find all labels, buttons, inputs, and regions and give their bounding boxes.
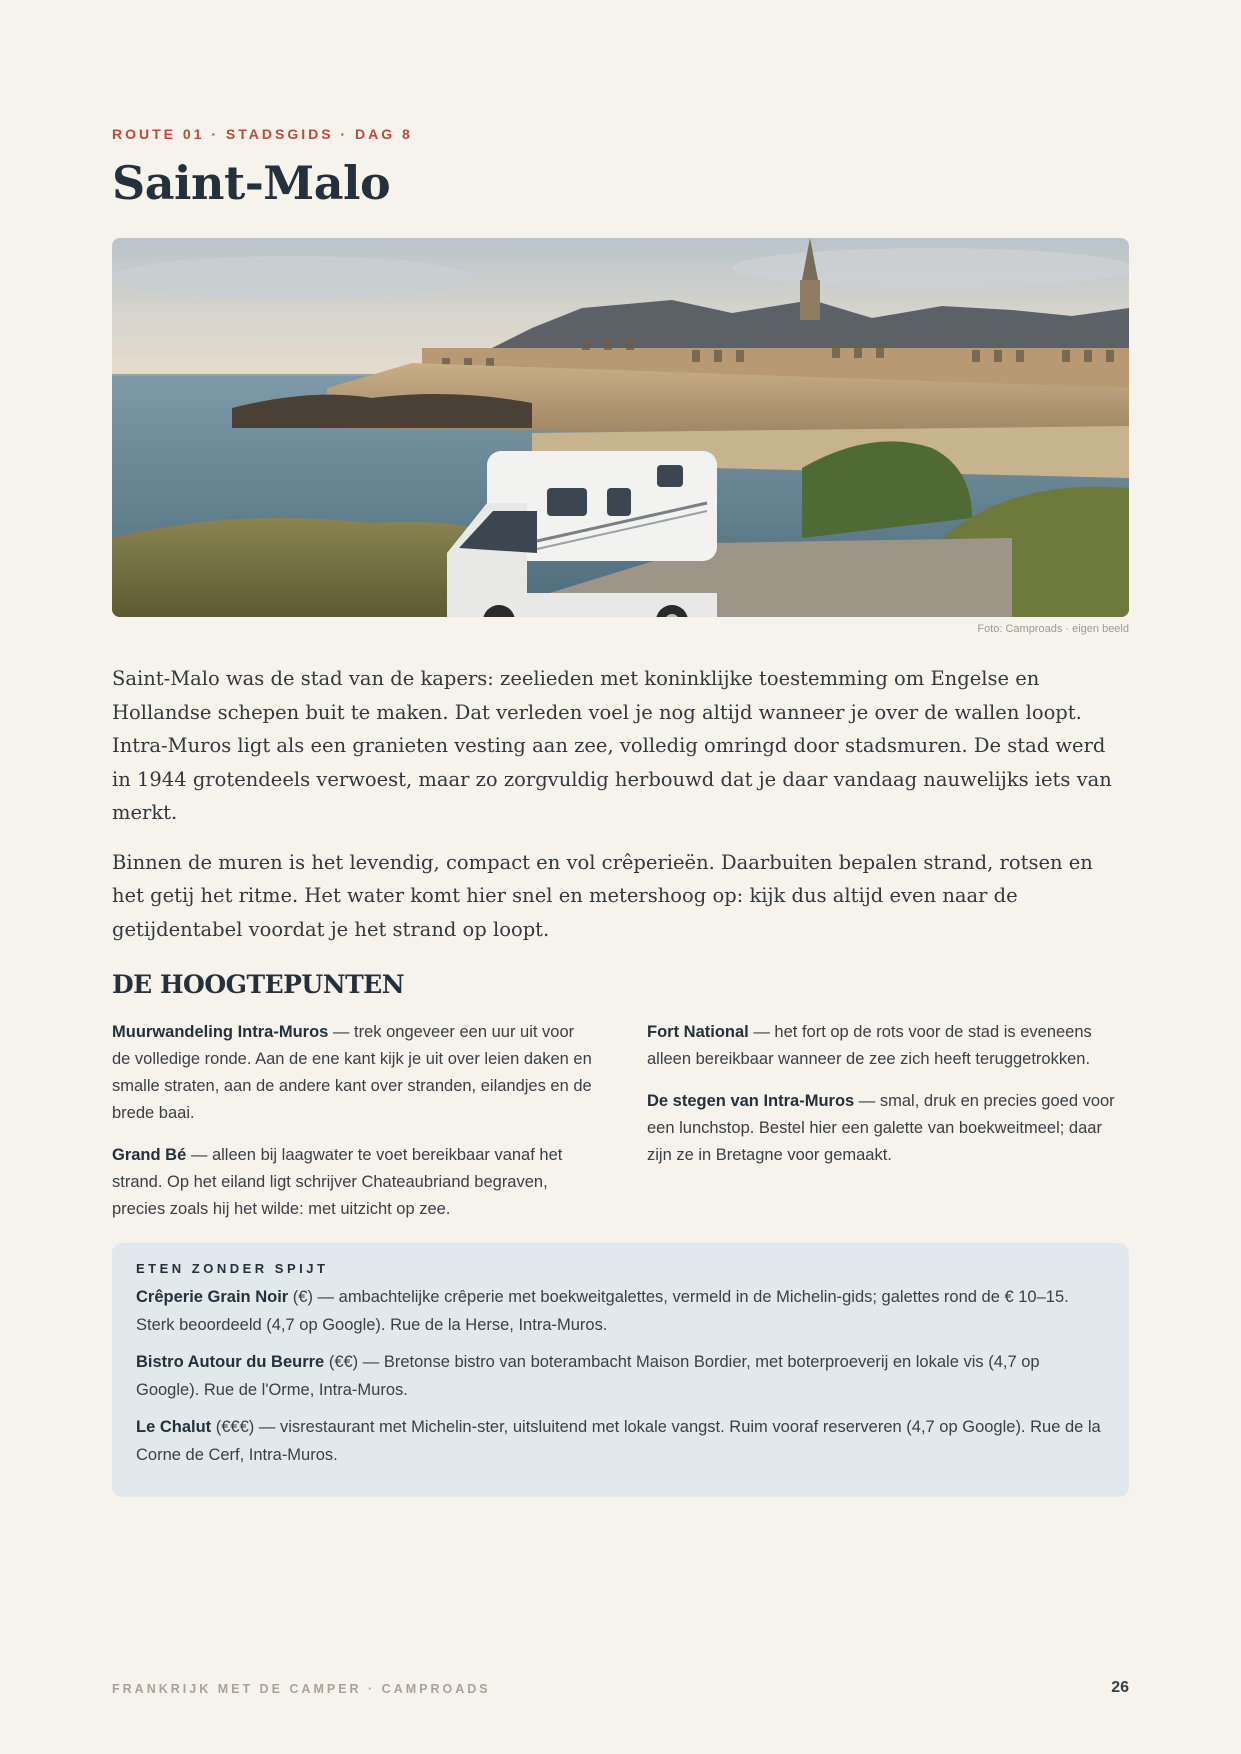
highlight-item [647, 1019, 1129, 1073]
restaurant-name: Le Chalut [136, 1418, 212, 1436]
restaurant-item [136, 1348, 1105, 1404]
restaurant-name: Crêperie Grain Noir [136, 1288, 289, 1306]
highlight-item [112, 1142, 594, 1223]
restaurant-item [136, 1413, 1105, 1469]
intro-paragraph-2: Binnen de muren is het levendig, compact en vol crêperieën. Daarbuiten bepalen strand, rotsen en het getij het ritme. Het water komt hier snel en metershoog op: kijk dus altijd even naar de getijdentabel voordat je het strand op loopt. [112, 850, 1093, 941]
highlights-left-column [112, 1019, 594, 1238]
restaurant-text: (€€€) — visrestaurant met Michelin-ster, uitsluitend met lokale vangst. Ruim vooraf reserveren (4,7 op Google). Rue de la Corne de Cerf, Intra-Muros. [136, 1418, 1101, 1464]
highlight-name: Muurwandeling Intra-Muros [112, 1023, 329, 1041]
highlight-item [647, 1088, 1129, 1169]
highlight-name: De stegen van Intra-Muros [647, 1092, 855, 1110]
restaurant-text: (€€) — Bretonse bistro van boterambacht Maison Bordier, met boterproeverij en lokale vis (4,7 op Google). Rue de l'Orme, Intra-Muros. [136, 1353, 1040, 1399]
highlight-text: — het fort op de rots voor de stad is eveneens alleen bereikbaar wanneer de zee zich heeft teruggetrokken. [647, 1023, 1092, 1068]
highlight-item [112, 1019, 594, 1127]
food-heading: ETEN ZONDER SPIJT [136, 1261, 329, 1276]
intro-paragraph-1: Saint-Malo was de stad van de kapers: zeelieden met koninklijke toestemming om Engelse en Hollandse schepen buit te maken. Dat verleden voel je nog altijd wanneer je over de wallen loopt. Intra-Muros ligt als een granieten vesting aan zee, volledig omringd door stadsmuren. De stad werd in 1944 grotendeels verwoest, maar zo zorgvuldig herbouwd dat je daar vandaag nauwelijks iets van merkt. [112, 667, 1112, 824]
page-title: Saint-Malo [112, 156, 391, 210]
highlight-text: — alleen bij laagwater te voet bereikbaar vanaf het strand. Op het eiland ligt schrijver Chateaubriand begraven, precies zoals hij het wilde: met uitzicht op zee. [112, 1146, 563, 1218]
photo-caption: Foto: Camproads · eigen beeld [977, 623, 1129, 635]
highlights-heading: DE HOOGTEPUNTEN [112, 970, 405, 999]
food-tips-box [112, 1243, 1129, 1497]
restaurant-item [136, 1283, 1105, 1339]
footer-publication: FRANKRIJK MET DE CAMPER · CAMPROADS [112, 1682, 491, 1696]
highlight-text: — smal, druk en precies goed voor een lunchstop. Bestel hier een galette van boekweitmeel; daar zijn ze in Bretagne voor gemaakt. [647, 1092, 1115, 1164]
hero-photo [112, 238, 1129, 617]
highlights-right-column [647, 1019, 1129, 1238]
restaurant-name: Bistro Autour du Beurre [136, 1353, 325, 1371]
highlight-text: — trek ongeveer een uur uit voor de volledige ronde. Aan de ene kant kijk je uit over leien daken en smalle straten, aan de andere kant over stranden, eilandjes en de brede baai. [112, 1023, 592, 1122]
highlights-columns [112, 1019, 1129, 1238]
highlight-name: Grand Bé [112, 1146, 187, 1164]
eyebrow-label: ROUTE 01 · STADSGIDS · DAG 8 [112, 126, 413, 142]
intro-text [112, 662, 1129, 962]
page-number: 26 [1111, 1679, 1129, 1696]
highlight-name: Fort National [647, 1023, 749, 1041]
restaurant-text: (€) — ambachtelijke crêperie met boekweitgalettes, vermeld in de Michelin-gids; galettes rond de € 10–15. Sterk beoordeeld (4,7 op Google). Rue de la Herse, Intra-Muros. [136, 1288, 1069, 1334]
